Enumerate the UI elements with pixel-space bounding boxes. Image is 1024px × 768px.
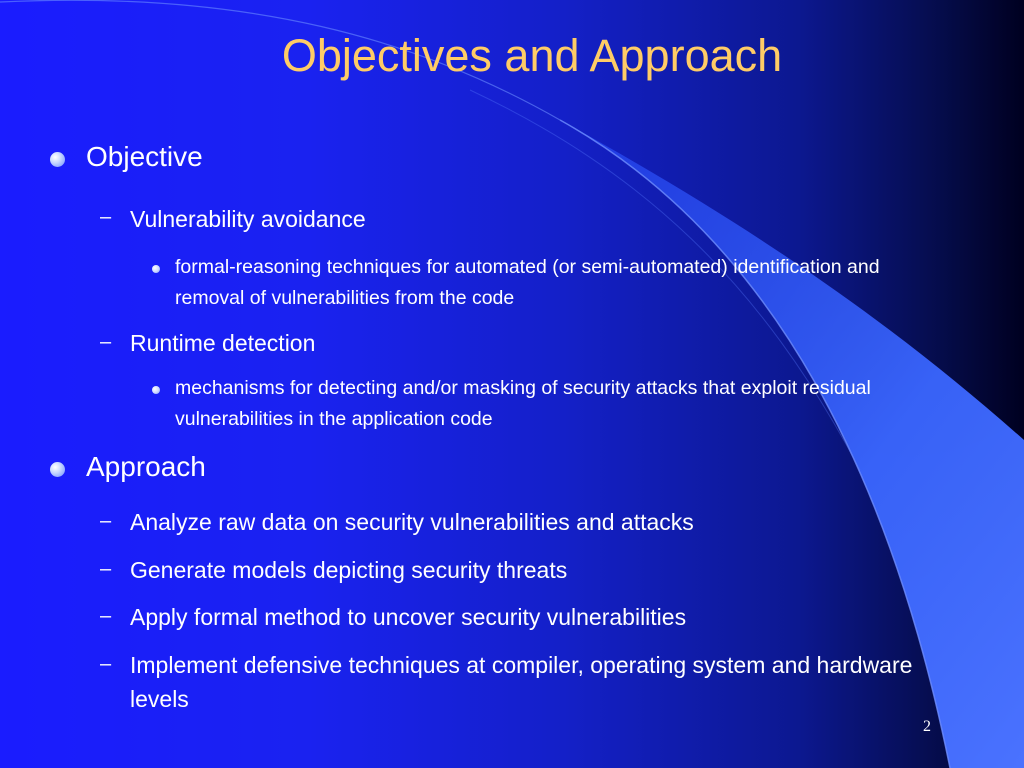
approach-item: Implement defensive techniques at compiler, operating system and hardware levels: [130, 652, 913, 712]
bullet-dot-icon: [152, 265, 160, 273]
dash-marker: –: [100, 206, 112, 228]
bullet-dot-icon: [50, 152, 65, 167]
objective-sub1-label: Vulnerability avoidance: [130, 206, 366, 232]
bullet-dot-icon: [152, 386, 160, 394]
objective-sub1-detail: formal-reasoning techniques for automated (or semi-automated) identification and removal of vulnerabilities from the code: [175, 256, 880, 309]
dash-marker: –: [100, 558, 112, 580]
approach-heading: Approach: [86, 451, 206, 482]
dash-marker: –: [100, 605, 112, 627]
dash-marker: –: [100, 653, 112, 675]
slide-title: Objectives and Approach: [281, 30, 783, 81]
page-number: 2: [923, 718, 931, 735]
bullet-dot-icon: [50, 462, 65, 477]
objective-sub2-label: Runtime detection: [130, 330, 316, 356]
approach-item: Generate models depicting security threats: [130, 557, 568, 583]
approach-item: Apply formal method to uncover security vulnerabilities: [130, 604, 687, 630]
objective-sub2-detail: mechanisms for detecting and/or masking of security attacks that exploit residual vulnerabilities in the application code: [175, 377, 871, 430]
dash-marker: –: [100, 331, 112, 353]
objective-heading: Objective: [86, 141, 203, 172]
approach-item: Analyze raw data on security vulnerabilities and attacks: [130, 509, 694, 535]
dash-marker: –: [100, 510, 112, 532]
